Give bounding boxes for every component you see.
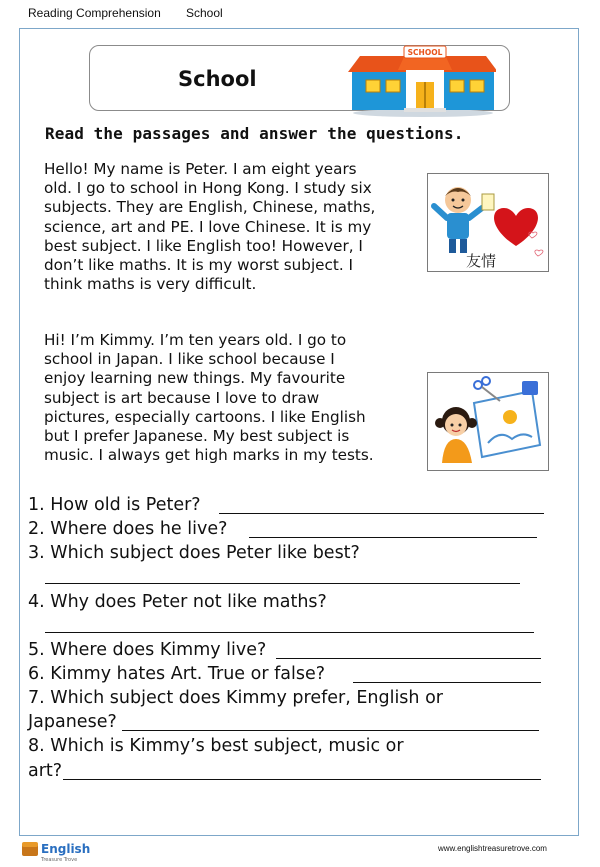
passage-line: pictures, especially cartoons. I like English: [44, 407, 366, 426]
question-2: 2. Where does he live?: [28, 519, 228, 539]
passage-line: school in Japan. I like school because I: [44, 350, 335, 369]
question-6: 6. Kimmy hates Art. True or false?: [28, 664, 326, 684]
answer-line-3[interactable]: [45, 583, 520, 584]
answer-line-4[interactable]: [45, 632, 534, 633]
passage-line: but I prefer Japanese. My best subject is: [44, 427, 350, 446]
question-8-continued: art?: [28, 761, 63, 781]
school-steps: [404, 108, 446, 112]
passage-line: old. I go to school in Hong Kong. I study six: [44, 179, 372, 198]
answer-line-8[interactable]: [63, 779, 541, 780]
logo-text: English: [41, 842, 91, 856]
window: [366, 80, 380, 92]
boy-heart-icon: [428, 174, 548, 271]
passage-line: Hello! My name is Peter. I am eight years: [44, 160, 357, 178]
school-building-icon: [346, 40, 496, 118]
passage-kimmy: [44, 331, 416, 465]
header-category: Reading Comprehension: [28, 6, 161, 20]
school-sign-text: SCHOOL: [407, 48, 443, 57]
passage-line: subjects. They are English, Chinese, maths,: [44, 198, 376, 217]
peter-picture: [427, 173, 549, 272]
window: [450, 80, 464, 92]
question-4: 4. Why does Peter not like maths?: [28, 592, 327, 612]
heart-icon: [494, 208, 538, 246]
answer-line-2[interactable]: [249, 537, 537, 538]
passage-line: best subject. I like English too! However, I: [44, 236, 363, 255]
passage-line: think maths is very difficult.: [44, 275, 257, 294]
friendship-characters: 友情: [466, 252, 497, 270]
question-7-continued: Japanese?: [28, 712, 117, 732]
page-header: [0, 0, 600, 26]
instructions: Read the passages and answer the questions.: [45, 124, 464, 143]
passage-line: subject is art because I love to draw: [44, 388, 320, 407]
logo-subtext: Treasure Trove: [41, 857, 78, 863]
answer-line-6[interactable]: [353, 682, 541, 683]
header-topic: School: [186, 6, 223, 20]
kimmy-picture: [427, 372, 549, 471]
question-1: 1. How old is Peter?: [28, 495, 201, 515]
question-7: 7. Which subject does Kimmy prefer, English or: [28, 688, 443, 708]
english-treasure-trove-logo: [22, 838, 102, 864]
girl-art-icon: [428, 373, 548, 470]
passage-line: enjoy learning new things. My favourite: [44, 369, 346, 388]
passage-line: Hi! I’m Kimmy. I’m ten years old. I go to: [44, 331, 347, 349]
answer-line-7[interactable]: [122, 730, 539, 731]
footer-url[interactable]: www.englishtreasuretrove.com: [438, 844, 547, 853]
window: [470, 80, 484, 92]
answer-line-5[interactable]: [276, 658, 541, 659]
question-8: 8. Which is Kimmy’s best subject, music or: [28, 736, 404, 756]
question-3: 3. Which subject does Peter like best?: [28, 543, 360, 563]
passage-peter: [44, 160, 416, 294]
passage-line: music. I always get high marks in my tests.: [44, 446, 374, 465]
question-5: 5. Where does Kimmy live?: [28, 640, 267, 660]
page-title: School: [178, 67, 257, 91]
passage-line: science, art and PE. I love Chinese. It is my: [44, 217, 372, 236]
answer-line-1[interactable]: [219, 513, 544, 514]
window: [386, 80, 400, 92]
passage-line: don’t like maths. It is my worst subject. I: [44, 256, 353, 275]
